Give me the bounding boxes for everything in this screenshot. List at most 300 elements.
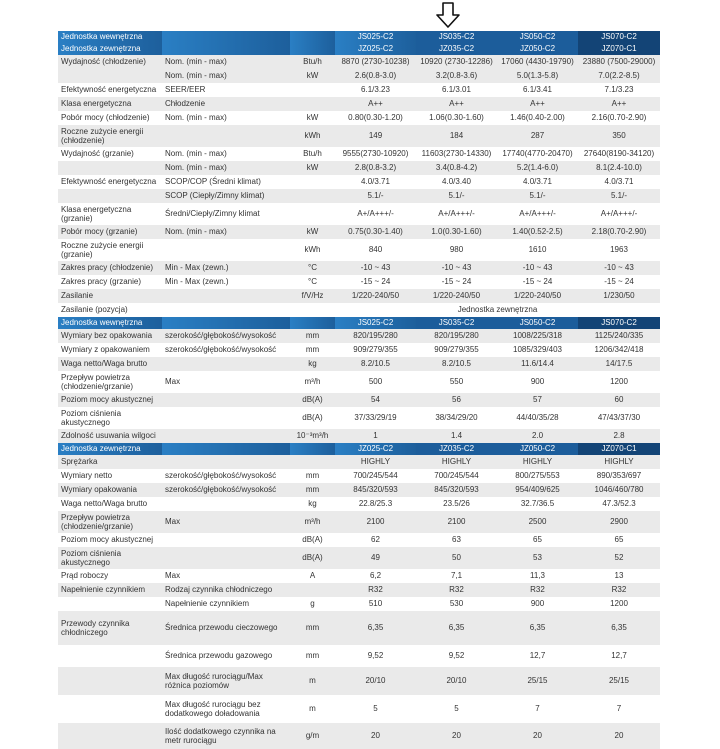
row-condition: szerokość/głębokość/wysokość [162, 483, 290, 497]
table-row [58, 125, 660, 147]
model-4-value: 8.1(2.4-10.0) [578, 161, 660, 175]
model-4-value: 60 [578, 393, 660, 407]
row-unit: kW [290, 161, 335, 175]
row-unit: dB(A) [290, 393, 335, 407]
row-condition: SCOP/COP (Średni klimat) [162, 175, 290, 189]
model-3-value: 65 [497, 533, 578, 547]
model-3-value: 17740(4770-20470) [497, 147, 578, 161]
row-condition [162, 407, 290, 429]
model-4-value: JZ070-C1 [578, 443, 660, 455]
model-4-value: 1200 [578, 597, 660, 611]
table-row [58, 645, 660, 667]
row-unit: Btu/h [290, 147, 335, 161]
row-unit: m³/h [290, 371, 335, 393]
model-4-value: HIGHLY [578, 455, 660, 469]
model-2-value: R32 [416, 583, 497, 597]
row-condition [162, 303, 290, 317]
model-3-value: 32.7/36.5 [497, 497, 578, 511]
row-label: Pobór mocy (grzanie) [58, 225, 162, 239]
row-unit [290, 317, 335, 329]
row-condition: Min - Max (zewn.) [162, 261, 290, 275]
row-unit: mm [290, 329, 335, 343]
model-2-value: 6.1/3.01 [416, 83, 497, 97]
model-4-value: -15 ~ 24 [578, 275, 660, 289]
model-2-value: 4.0/3.40 [416, 175, 497, 189]
section-header-row [58, 31, 660, 43]
model-1-value: JZ025-C2 [335, 43, 416, 55]
model-3-value: JS050-C2 [497, 31, 578, 43]
row-condition: Max [162, 569, 290, 583]
model-2-value: 5.1/- [416, 189, 497, 203]
table-row [58, 275, 660, 289]
model-1-value: 149 [335, 125, 416, 147]
model-2-value: -10 ~ 43 [416, 261, 497, 275]
row-unit: kg [290, 497, 335, 511]
row-unit: 10⁻³m³/h [290, 429, 335, 443]
model-3-value: 1008/225/318 [497, 329, 578, 343]
model-3-value: A++ [497, 97, 578, 111]
row-unit: dB(A) [290, 533, 335, 547]
model-4-value: 7.1/3.23 [578, 83, 660, 97]
model-3-value: JZ050-C2 [497, 43, 578, 55]
table-row [58, 261, 660, 275]
table-row [58, 407, 660, 429]
row-condition: Średnica przewodu gazowego [162, 645, 290, 667]
table-row [58, 469, 660, 483]
row-label [58, 667, 162, 695]
model-2-value: 56 [416, 393, 497, 407]
model-4-value: 13 [578, 569, 660, 583]
row-unit: dB(A) [290, 547, 335, 569]
model-2-value: 5 [416, 695, 497, 723]
model-4-value: 2900 [578, 511, 660, 533]
row-unit: kW [290, 69, 335, 83]
model-1-value: 2.6(0.8-3.0) [335, 69, 416, 83]
row-condition: Max długość rurociągu bez dodatkowego doładowania [162, 695, 290, 723]
model-4-value: 52 [578, 547, 660, 569]
model-2-value: A++ [416, 97, 497, 111]
row-condition: Nom. (min - max) [162, 225, 290, 239]
model-4-value: 1200 [578, 371, 660, 393]
model-4-value: 27640(8190-34120) [578, 147, 660, 161]
row-unit: m [290, 695, 335, 723]
table-row [58, 83, 660, 97]
row-condition [162, 357, 290, 371]
model-1-value: 1/220-240/50 [335, 289, 416, 303]
row-condition: Średni/Ciepły/Zimny klimat [162, 203, 290, 225]
row-unit [290, 303, 335, 317]
row-label: Prąd roboczy [58, 569, 162, 583]
row-unit: dB(A) [290, 407, 335, 429]
row-label: Waga netto/Waga brutto [58, 497, 162, 511]
row-label: Poziom ciśnienia akustycznego [58, 547, 162, 569]
model-4-value: JS070-C2 [578, 31, 660, 43]
model-4-value: 6,35 [578, 611, 660, 645]
row-condition [162, 239, 290, 261]
model-4-value: 23880 (7500-29000) [578, 55, 660, 69]
model-3-value: 20 [497, 723, 578, 749]
model-1-value: 0.80(0.30-1.20) [335, 111, 416, 125]
row-label: Efektywność energetyczna [58, 83, 162, 97]
row-label: Sprężarka [58, 455, 162, 469]
row-label: Efektywność energetyczna [58, 175, 162, 189]
row-unit [290, 189, 335, 203]
row-unit: kW [290, 225, 335, 239]
row-condition: Max [162, 371, 290, 393]
row-unit: mm [290, 645, 335, 667]
model-1-value: 8870 (2730-10238) [335, 55, 416, 69]
model-1-value: 54 [335, 393, 416, 407]
row-unit: kg [290, 357, 335, 371]
row-unit [290, 31, 335, 43]
model-3-value: -15 ~ 24 [497, 275, 578, 289]
model-1-value: 700/245/544 [335, 469, 416, 483]
model-3-value: 44/40/35/28 [497, 407, 578, 429]
row-condition: szerokość/głębokość/wysokość [162, 329, 290, 343]
model-4-value: A+/A+++/- [578, 203, 660, 225]
model-1-value: 9555(2730-10920) [335, 147, 416, 161]
model-3-value: 954/409/625 [497, 483, 578, 497]
row-unit: Btu/h [290, 55, 335, 69]
row-unit: A [290, 569, 335, 583]
table-row [58, 329, 660, 343]
model-2-value: 3.2(0.8-3.6) [416, 69, 497, 83]
model-4-value: 2.8 [578, 429, 660, 443]
row-label: Zdolność usuwania wilgoci [58, 429, 162, 443]
model-2-value: 23.5/26 [416, 497, 497, 511]
model-2-value: 184 [416, 125, 497, 147]
model-2-value: 2100 [416, 511, 497, 533]
row-condition [162, 289, 290, 303]
model-2-value: 700/245/544 [416, 469, 497, 483]
model-1-value: 6.1/3.23 [335, 83, 416, 97]
table-row [58, 483, 660, 497]
section-header-row [58, 317, 660, 329]
row-condition [162, 443, 290, 455]
row-unit: kW [290, 111, 335, 125]
row-unit: °C [290, 261, 335, 275]
model-2-value: 530 [416, 597, 497, 611]
row-label [58, 597, 162, 611]
row-label: Jednostka zewnętrzna [58, 443, 162, 455]
spec-table [58, 31, 660, 749]
row-label: Wydajność (grzanie) [58, 147, 162, 161]
row-label: Napełnienie czynnikiem [58, 583, 162, 597]
table-row [58, 597, 660, 611]
row-label: Przewody czynnika chłodniczego [58, 611, 162, 645]
model-4-value: 65 [578, 533, 660, 547]
model-3-value: 5.0(1.3-5.8) [497, 69, 578, 83]
row-span-value: Jednostka zewnętrzna [335, 303, 660, 317]
model-3-value: 800/275/553 [497, 469, 578, 483]
model-1-value: 845/320/593 [335, 483, 416, 497]
row-condition: Napełnienie czynnikiem [162, 597, 290, 611]
table-row [58, 357, 660, 371]
model-1-value: JZ025-C2 [335, 443, 416, 455]
table-row [58, 343, 660, 357]
model-1-value: 49 [335, 547, 416, 569]
table-row [58, 511, 660, 533]
model-2-value: 550 [416, 371, 497, 393]
model-2-value: HIGHLY [416, 455, 497, 469]
row-condition: Chłodzenie [162, 97, 290, 111]
model-3-value: 53 [497, 547, 578, 569]
model-4-value: A++ [578, 97, 660, 111]
row-unit: °C [290, 275, 335, 289]
row-label: Wymiary bez opakowania [58, 329, 162, 343]
model-1-value: 2100 [335, 511, 416, 533]
model-3-value: 5.1/- [497, 189, 578, 203]
model-3-value: 7 [497, 695, 578, 723]
model-3-value: 57 [497, 393, 578, 407]
row-label: Klasa energetyczna [58, 97, 162, 111]
row-label [58, 189, 162, 203]
model-2-value: JS035-C2 [416, 317, 497, 329]
model-1-value: 20 [335, 723, 416, 749]
model-1-value: 8.2/10.5 [335, 357, 416, 371]
model-2-value: 3.4(0.8-4.2) [416, 161, 497, 175]
model-2-value: 7,1 [416, 569, 497, 583]
row-label: Jednostka wewnętrzna [58, 31, 162, 43]
model-2-value: 909/279/355 [416, 343, 497, 357]
model-1-value: A+/A+++/- [335, 203, 416, 225]
row-condition: Ilość dodatkowego czynnika na metr rurociągu [162, 723, 290, 749]
model-1-value: A++ [335, 97, 416, 111]
model-4-value: 1046/460/780 [578, 483, 660, 497]
model-4-value: JZ070-C1 [578, 43, 660, 55]
row-condition: Rodzaj czynnika chłodniczego [162, 583, 290, 597]
model-4-value: -10 ~ 43 [578, 261, 660, 275]
model-2-value: 20/10 [416, 667, 497, 695]
model-4-value: 350 [578, 125, 660, 147]
table-row [58, 583, 660, 597]
row-condition: Nom. (min - max) [162, 161, 290, 175]
model-3-value: 11.6/14.4 [497, 357, 578, 371]
row-label: Poziom mocy akustycznej [58, 393, 162, 407]
row-label: Poziom ciśnienia akustycznego [58, 407, 162, 429]
model-2-value: 1.06(0.30-1.60) [416, 111, 497, 125]
model-2-value: 1/220-240/50 [416, 289, 497, 303]
row-condition [162, 393, 290, 407]
model-1-value: HIGHLY [335, 455, 416, 469]
row-unit: kWh [290, 125, 335, 147]
down-arrow-icon [436, 2, 460, 28]
row-unit [290, 455, 335, 469]
row-label: Pobór mocy (chłodzenie) [58, 111, 162, 125]
row-condition [162, 533, 290, 547]
row-unit [290, 175, 335, 189]
model-4-value: 25/15 [578, 667, 660, 695]
model-2-value: 6,35 [416, 611, 497, 645]
table-row [58, 547, 660, 569]
row-condition: Nom. (min - max) [162, 111, 290, 125]
row-label: Wymiary opakowania [58, 483, 162, 497]
model-3-value: 1/220-240/50 [497, 289, 578, 303]
section-header-row [58, 443, 660, 455]
model-2-value: 980 [416, 239, 497, 261]
model-4-value: 7 [578, 695, 660, 723]
row-label [58, 645, 162, 667]
model-4-value: 14/17.5 [578, 357, 660, 371]
model-1-value: 2.8(0.8-3.2) [335, 161, 416, 175]
row-condition [162, 125, 290, 147]
model-4-value: JS070-C2 [578, 317, 660, 329]
model-4-value: 2.18(0.70-2.90) [578, 225, 660, 239]
model-2-value: JZ035-C2 [416, 443, 497, 455]
table-row [58, 455, 660, 469]
table-row [58, 203, 660, 225]
model-2-value: 845/320/593 [416, 483, 497, 497]
model-3-value: JZ050-C2 [497, 443, 578, 455]
model-4-value: 7.0(2.2-8.5) [578, 69, 660, 83]
model-4-value: 47.3/52.3 [578, 497, 660, 511]
row-label: Jednostka zewnętrzna [58, 43, 162, 55]
row-label [58, 695, 162, 723]
model-1-value: 5 [335, 695, 416, 723]
model-1-value: 840 [335, 239, 416, 261]
model-1-value: 1 [335, 429, 416, 443]
model-1-value: JS025-C2 [335, 31, 416, 43]
model-2-value: 10920 (2730-12286) [416, 55, 497, 69]
row-label: Roczne zużycie energii (chłodzenie) [58, 125, 162, 147]
model-4-value: 1206/342/418 [578, 343, 660, 357]
model-2-value: -15 ~ 24 [416, 275, 497, 289]
row-unit [290, 97, 335, 111]
table-row [58, 189, 660, 203]
model-4-value: 5.1/- [578, 189, 660, 203]
row-label [58, 161, 162, 175]
table-row [58, 393, 660, 407]
row-unit: mm [290, 611, 335, 645]
table-row [58, 303, 660, 317]
model-3-value: 1085/329/403 [497, 343, 578, 357]
table-row [58, 371, 660, 393]
row-label [58, 69, 162, 83]
row-condition: Nom. (min - max) [162, 69, 290, 83]
table-row [58, 497, 660, 511]
model-3-value: R32 [497, 583, 578, 597]
model-2-value: 1.4 [416, 429, 497, 443]
model-3-value: 287 [497, 125, 578, 147]
row-unit: m³/h [290, 511, 335, 533]
model-3-value: 1610 [497, 239, 578, 261]
row-unit: mm [290, 343, 335, 357]
row-label: Zakres pracy (chłodzenie) [58, 261, 162, 275]
row-unit [290, 583, 335, 597]
model-4-value: 890/353/697 [578, 469, 660, 483]
model-4-value: R32 [578, 583, 660, 597]
model-3-value: 1.40(0.52-2.5) [497, 225, 578, 239]
model-2-value: 1.0(0.30-1.60) [416, 225, 497, 239]
model-3-value: 12,7 [497, 645, 578, 667]
row-label: Wymiary netto [58, 469, 162, 483]
model-2-value: 9,52 [416, 645, 497, 667]
row-condition: Średnica przewodu cieczowego [162, 611, 290, 645]
row-unit: m [290, 667, 335, 695]
row-condition [162, 497, 290, 511]
model-1-value: 0.75(0.30-1.40) [335, 225, 416, 239]
row-unit: kWh [290, 239, 335, 261]
table-row [58, 569, 660, 583]
table-row [58, 429, 660, 443]
row-condition: Nom. (min - max) [162, 55, 290, 69]
model-3-value: 5.2(1.4-6.0) [497, 161, 578, 175]
table-row [58, 533, 660, 547]
row-label: Jednostka wewnętrzna [58, 317, 162, 329]
model-2-value: A+/A+++/- [416, 203, 497, 225]
model-3-value: 25/15 [497, 667, 578, 695]
row-unit [290, 203, 335, 225]
section-header-row [58, 43, 660, 55]
model-1-value: -15 ~ 24 [335, 275, 416, 289]
row-label: Przepływ powietrza (chłodzenie/grzanie) [58, 371, 162, 393]
row-label: Zasilanie [58, 289, 162, 303]
model-2-value: 8.2/10.5 [416, 357, 497, 371]
row-condition: Max długość rurociągu/Max różnica poziomów [162, 667, 290, 695]
model-3-value: 2.0 [497, 429, 578, 443]
row-unit [290, 443, 335, 455]
model-1-value: JS025-C2 [335, 317, 416, 329]
model-3-value: 11,3 [497, 569, 578, 583]
row-label: Zasilanie (pozycja) [58, 303, 162, 317]
model-4-value: 47/43/37/30 [578, 407, 660, 429]
row-unit: g/m [290, 723, 335, 749]
model-2-value: 20 [416, 723, 497, 749]
model-4-value: 1/230/50 [578, 289, 660, 303]
row-unit: f/V/Hz [290, 289, 335, 303]
row-condition [162, 31, 290, 43]
row-condition: Nom. (min - max) [162, 147, 290, 161]
model-1-value: R32 [335, 583, 416, 597]
row-condition: szerokość/głębokość/wysokość [162, 469, 290, 483]
model-3-value: 900 [497, 597, 578, 611]
model-2-value: 38/34/29/20 [416, 407, 497, 429]
row-condition: szerokość/głębokość/wysokość [162, 343, 290, 357]
table-row [58, 97, 660, 111]
model-1-value: 9,52 [335, 645, 416, 667]
table-row [58, 147, 660, 161]
model-2-value: 11603(2730-14330) [416, 147, 497, 161]
row-unit [290, 43, 335, 55]
model-4-value: 1125/240/335 [578, 329, 660, 343]
model-3-value: JS050-C2 [497, 317, 578, 329]
model-3-value: HIGHLY [497, 455, 578, 469]
model-2-value: 820/195/280 [416, 329, 497, 343]
row-label [58, 723, 162, 749]
table-row [58, 667, 660, 695]
row-condition [162, 43, 290, 55]
model-3-value: 17060 (4430-19790) [497, 55, 578, 69]
model-4-value: 20 [578, 723, 660, 749]
row-condition [162, 317, 290, 329]
model-3-value: 2500 [497, 511, 578, 533]
model-1-value: 6,2 [335, 569, 416, 583]
model-1-value: 62 [335, 533, 416, 547]
row-label: Wydajność (chłodzenie) [58, 55, 162, 69]
model-3-value: 6.1/3.41 [497, 83, 578, 97]
row-condition: Max [162, 511, 290, 533]
row-unit [290, 83, 335, 97]
model-3-value: 4.0/3.71 [497, 175, 578, 189]
model-3-value: 900 [497, 371, 578, 393]
table-row [58, 289, 660, 303]
row-unit: mm [290, 469, 335, 483]
table-row [58, 225, 660, 239]
row-condition [162, 429, 290, 443]
row-label: Wymiary z opakowaniem [58, 343, 162, 357]
model-1-value: 820/195/280 [335, 329, 416, 343]
model-3-value: 6,35 [497, 611, 578, 645]
